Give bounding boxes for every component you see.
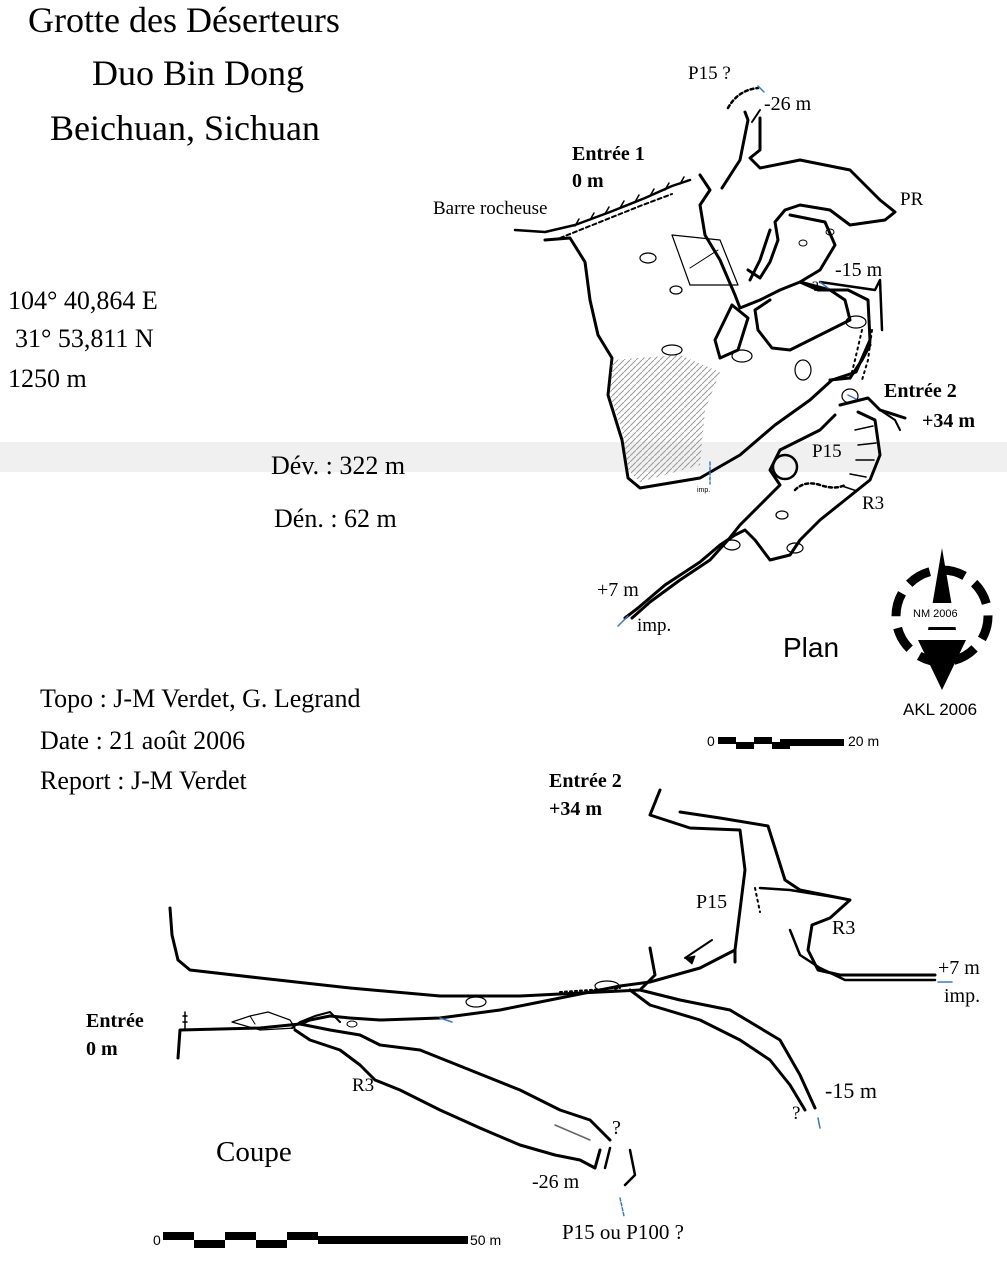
plan-label-imp: imp. — [637, 615, 672, 636]
plan-label-barre-rocheuse: Barre rocheuse — [433, 198, 548, 219]
coupe-label-plus7: +7 m — [938, 957, 980, 979]
plan-scale-end: 20 m — [848, 733, 880, 749]
plan-label-p15: P15 — [812, 441, 842, 462]
plan-label-pr: PR — [900, 189, 924, 210]
coupe-scale-bar — [163, 1232, 468, 1248]
credit-topo: Topo : J-M Verdet, G. Legrand — [40, 684, 361, 713]
north-arrow-akl-label: AKL 2006 — [903, 700, 978, 719]
coupe-r3-passage — [295, 1024, 610, 1168]
plan-label-entree1: Entrée 1 — [572, 143, 645, 165]
coupe-label-entree2: Entrée 2 — [549, 770, 622, 792]
coupe-label-minus26: -26 m — [532, 1171, 580, 1193]
coupe-label-imp: imp. — [944, 985, 981, 1007]
plan-label-question: ? — [812, 279, 819, 295]
coupe-label-minus15: -15 m — [825, 1078, 877, 1103]
coord-latitude: 31° 53,811 N — [15, 324, 154, 353]
coupe-label-entree-alt: 0 m — [86, 1038, 118, 1060]
coupe-label-entree2-alt: +34 m — [549, 798, 603, 820]
coupe-label-entree: Entrée — [86, 1010, 144, 1032]
credit-date: Date : 21 août 2006 — [40, 726, 246, 755]
plan-inner-passage — [750, 215, 850, 350]
plan-label-p15-top: P15 ? — [688, 63, 731, 84]
coupe-shaft — [650, 790, 935, 975]
stat-denivelation: Dén. : 62 m — [274, 504, 397, 533]
title-line-2: Duo Bin Dong — [92, 53, 305, 93]
plan-label-r3: R3 — [862, 493, 885, 514]
plan-label-plus7: +7 m — [597, 579, 639, 601]
coupe-label-p15: P15 — [696, 891, 728, 913]
plan-scale-start: 0 — [707, 733, 715, 749]
coupe-label-p15-p100: P15 ou P100 ? — [562, 1220, 684, 1244]
plan-label-entree2: Entrée 2 — [884, 380, 957, 402]
title-line-1: Grotte des Déserteurs — [28, 0, 340, 40]
title-line-3: Beichuan, Sichuan — [50, 108, 320, 148]
plan-scale-bar — [718, 737, 844, 749]
coupe-label-r3-left: R3 — [352, 1075, 375, 1096]
credit-report: Report : J-M Verdet — [40, 766, 247, 795]
plan-heading: Plan — [783, 632, 840, 663]
plan-drawing — [515, 86, 905, 626]
plan-label-entree2-alt: +34 m — [922, 410, 976, 432]
plan-label-minus15: -15 m — [835, 259, 883, 281]
plan-label-entree1-alt: 0 m — [572, 170, 604, 192]
north-arrow-nm-label: NM 2006 — [913, 608, 958, 620]
coord-altitude: 1250 m — [8, 364, 87, 393]
coord-longitude: 104° 40,864 E — [8, 286, 158, 315]
plan-label-minus26: -26 m — [764, 93, 812, 115]
stat-development: Dév. : 322 m — [271, 451, 406, 480]
coupe-label-question-center: ? — [612, 1117, 621, 1139]
coupe-label-r3-right: R3 — [832, 917, 856, 939]
plan-upper-passage — [722, 112, 895, 281]
coupe-scale-start: 0 — [153, 1232, 161, 1248]
coupe-heading: Coupe — [216, 1136, 292, 1168]
coupe-scale-end: 50 m — [470, 1232, 502, 1248]
coupe-roof — [170, 908, 655, 996]
coupe-label-question-right: ? — [792, 1103, 801, 1124]
plan-label-imp-small: imp. — [697, 487, 711, 494]
